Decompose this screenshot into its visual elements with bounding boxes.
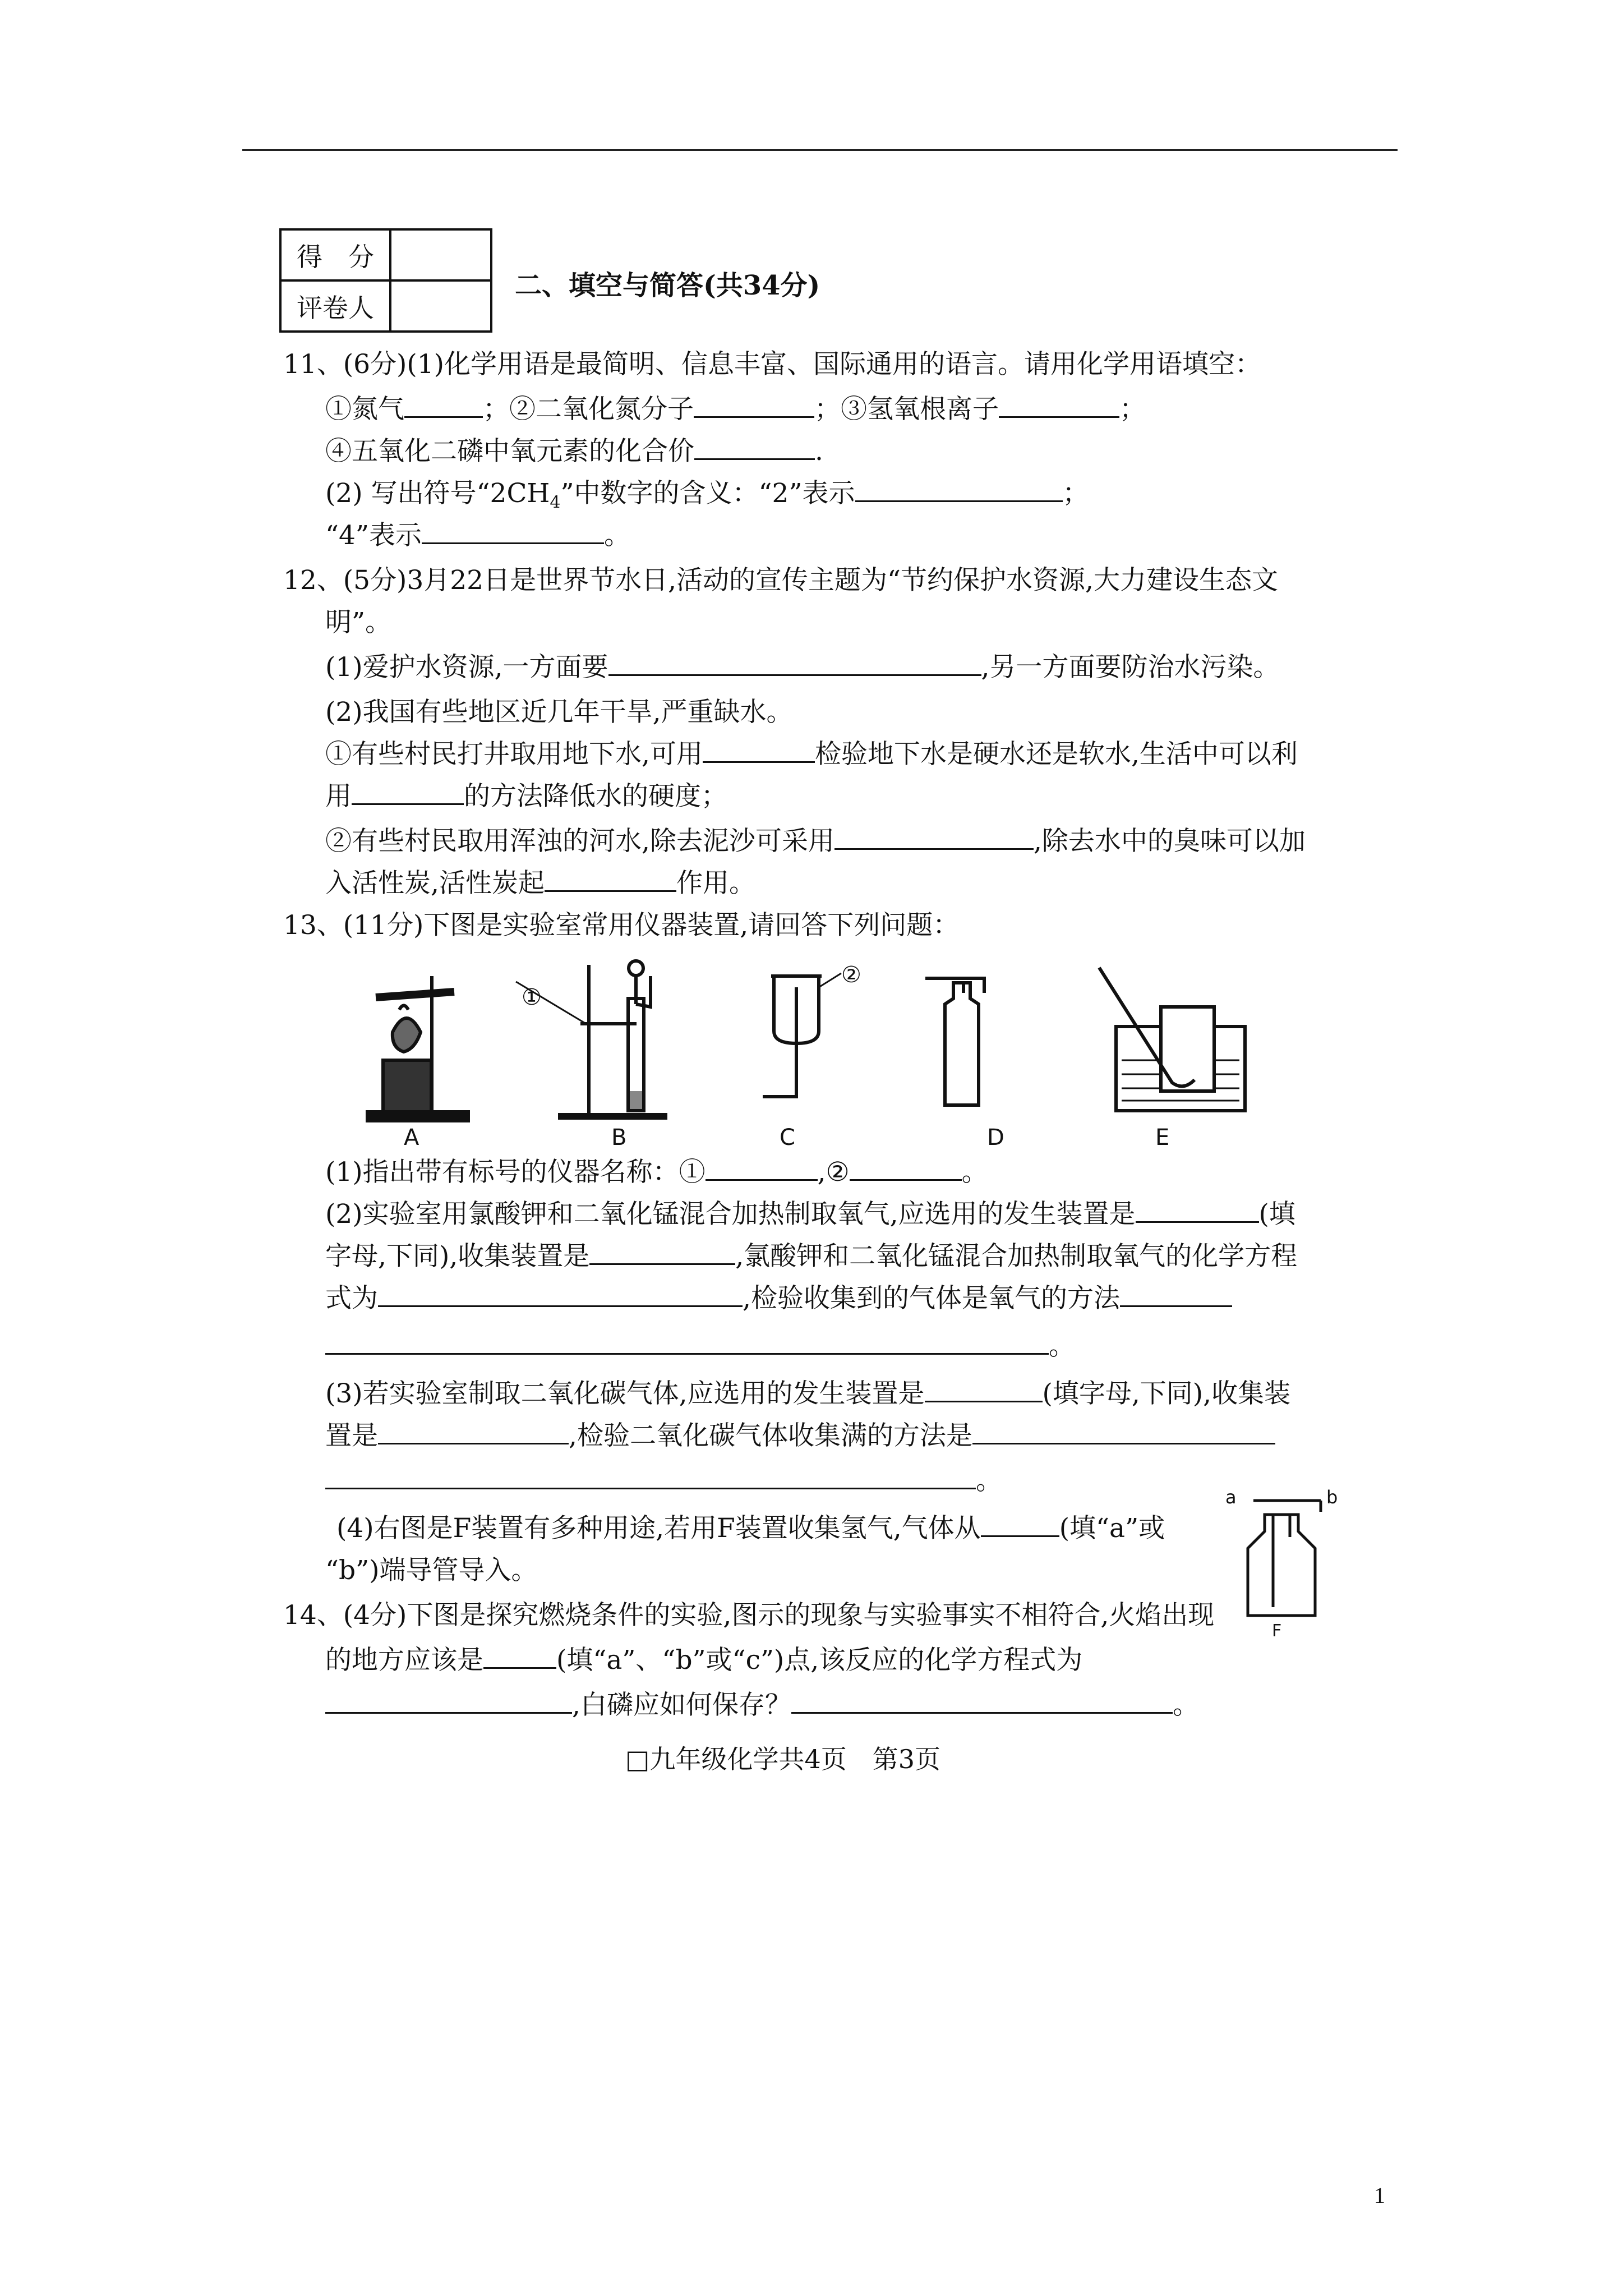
answer-blank[interactable] [325, 1331, 1049, 1355]
answer-blank[interactable] [925, 1378, 1043, 1402]
answer-blank[interactable] [972, 1420, 1275, 1444]
answer-blank[interactable] [325, 1690, 572, 1714]
answer-blank[interactable] [850, 1157, 962, 1181]
score-cell [390, 229, 491, 280]
answer-blank[interactable] [422, 520, 604, 544]
answer-blank[interactable] [608, 652, 981, 676]
q13-line10: (4)右图是F装置有多种用途,若用F装置收集氢气,气体从 (填“a”或 [336, 1513, 1165, 1544]
answer-blank[interactable] [483, 1645, 556, 1669]
apparatus-f-figure [1231, 1487, 1343, 1644]
answer-blank[interactable] [855, 478, 1063, 502]
q11-line5: “4”表示 。 [325, 520, 630, 551]
label-d: D [987, 1125, 1004, 1151]
answer-blank[interactable] [404, 394, 483, 418]
q12-line4: (2)我国有些地区近几年干旱,严重缺水。 [325, 697, 793, 728]
q13-line6: 。 [325, 1329, 1075, 1363]
label-f-a: a [1225, 1487, 1237, 1508]
q13-line4: 字母,下同),收集装置是 ,氯酸钾和二氧化锰混合加热制取氧气的化学方程 [325, 1241, 1298, 1272]
page-number: 1 [1374, 2183, 1385, 2208]
q12-line7: ②有些村民取用浑浊的河水,除去泥沙可采用 ,除去水中的臭味可以加 [325, 826, 1306, 857]
answer-blank[interactable] [1136, 1199, 1259, 1223]
q14-line3: ,白磷应如何保存？ 。 [325, 1688, 1199, 1722]
q12-line2: 明”。 [325, 607, 392, 638]
q12-line3: (1)爱护水资源,一方面要 ,另一方面要防治水污染。 [325, 652, 1280, 683]
q11-line4: (2) 写出符号“$2CH_4$”中数字的含义：“2”表示 ； [325, 478, 1089, 513]
q12-line6: 用 的方法降低水的硬度； [325, 781, 727, 812]
q13-line9: 。 [325, 1464, 1002, 1498]
q11-line2: ①氮气 ；②二氧化氮分子 ；③氢氧根离子 ； [325, 394, 1146, 425]
q14-line1: 14、(4分)下图是探究燃烧条件的实验,图示的现象与实验事实不相符合,火焰出现 [283, 1600, 1215, 1631]
label-c: C [780, 1125, 795, 1151]
q11-line3: ④五氧化二磷中氧元素的化合价 . [325, 436, 823, 467]
answer-blank[interactable] [325, 1465, 976, 1489]
answer-blank[interactable] [378, 1283, 743, 1307]
answer-blank[interactable] [791, 1690, 1173, 1714]
answer-blank[interactable] [589, 1241, 735, 1265]
label-f: F [1272, 1621, 1282, 1641]
label-b: B [611, 1125, 627, 1151]
top-rule [242, 149, 1398, 151]
answer-blank[interactable] [694, 436, 815, 460]
q12-line8: 入活性炭,活性炭起 作用。 [325, 868, 755, 899]
grader-cell [390, 280, 491, 332]
answer-blank[interactable] [694, 394, 814, 418]
answer-blank[interactable] [703, 739, 815, 763]
q11-line1: 11、(6分)(1)化学用语是最简明、信息丰富、国际通用的语言。请用化学用语填空： [283, 349, 1261, 380]
q12-line1: 12、(5分)3月22日是世界节水日,活动的宣传主题为“节约保护水资源,大力建设生态文 [283, 565, 1278, 596]
answer-blank[interactable] [1120, 1283, 1232, 1307]
answer-blank[interactable] [378, 1420, 569, 1444]
section-title: 二、填空与简答(共34分) [515, 270, 820, 301]
q13-line1: 13、(11分)下图是实验室常用仪器装置,请回答下列问题： [283, 910, 960, 941]
page-footer: □九年级化学共4页 第3页 [625, 1744, 940, 1774]
q13-line3: (2)实验室用氯酸钾和二氧化锰混合加热制取氧气,应选用的发生装置是 (填 [325, 1199, 1295, 1230]
q13-line5: 式为 ,检验收集到的气体是氧气的方法 [325, 1282, 1232, 1315]
label-e: E [1155, 1125, 1170, 1151]
answer-blank[interactable] [706, 1157, 818, 1181]
label-a: A [404, 1125, 419, 1151]
answer-blank[interactable] [545, 868, 676, 892]
label-2: ② [841, 962, 861, 988]
q13-line8: 置是 ,检验二氧化碳气体收集满的方法是 [325, 1419, 1275, 1453]
grader-label: 评卷人 [280, 280, 390, 332]
q13-line7: (3)若实验室制取二氧化碳气体,应选用的发生装置是 (填字母,下同),收集装 [325, 1378, 1291, 1409]
answer-blank[interactable] [834, 826, 1034, 850]
answer-blank[interactable] [352, 781, 464, 805]
label-f-b: b [1326, 1487, 1338, 1508]
q13-line11: “b”)端导管导入。 [325, 1555, 538, 1586]
score-table [279, 228, 492, 333]
q14-line2: 的地方应该是 (填“a”、“b”或“c”)点,该反应的化学方程式为 [325, 1645, 1083, 1676]
answer-blank[interactable] [999, 394, 1119, 418]
answer-blank[interactable] [981, 1513, 1059, 1537]
score-label: 得 分 [280, 229, 390, 280]
q13-line2: (1)指出带有标号的仪器名称：① ,② 。 [325, 1157, 988, 1188]
label-1: ① [522, 984, 542, 1010]
q12-line5: ①有些村民打井取用地下水,可用 检验地下水是硬水还是软水,生活中可以利 [325, 739, 1298, 770]
